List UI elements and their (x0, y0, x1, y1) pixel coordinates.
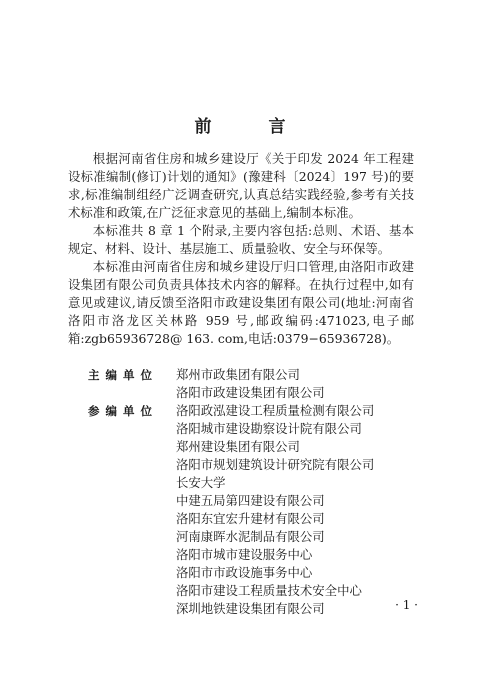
participating-org-row (88, 474, 428, 492)
participating-org: 长安大学 (176, 475, 226, 490)
paragraph-3 (68, 258, 414, 348)
participating-org: 深圳地铁建设集团有限公司 (176, 601, 325, 616)
participating-org-row (88, 564, 428, 582)
participating-org: 中建五局第四建设有限公司 (176, 493, 325, 508)
participating-org-row (88, 402, 428, 420)
participating-org-row (88, 420, 428, 438)
participating-org: 河南康晖水泥制品有限公司 (176, 529, 325, 544)
paragraph-text: 本标准共 8 章 1 个附录,主要内容包括:总则、术语、基本规定、材料、设计、基层施工、质量验收、安全与环保等。 (68, 223, 414, 256)
paragraph-1 (68, 150, 414, 222)
chief-org-row (88, 384, 428, 402)
participating-org-row (88, 582, 428, 600)
participating-org: 洛阳市建设工程质量技术安全中心 (176, 583, 362, 598)
page-title: 前 言 (194, 117, 306, 137)
participating-org: 洛阳市市政设施事务中心 (176, 565, 313, 580)
chief-org-row (88, 366, 428, 384)
participating-org-row (88, 546, 428, 564)
participating-org-row (88, 528, 428, 546)
participating-org: 洛阳市城市建设服务中心 (176, 547, 313, 562)
participating-org-row (88, 600, 428, 618)
chief-org: 洛阳市政建设集团有限公司 (176, 385, 325, 400)
chief-org: 郑州市政集团有限公司 (176, 367, 300, 382)
paragraph-2 (68, 222, 414, 258)
page-number: · 1 · (395, 598, 418, 612)
paragraph-text: 根据河南省住房和城乡建设厅《关于印发 2024 年工程建设标准编制(修订)计划的通知》(豫建科〔2024〕197 号)的要求,标准编制组经广泛调查研究,认真总结实践经验,参考有关技术标准和政策,在广泛征求意见的基础上,编制本标准。 (68, 151, 414, 220)
participating-org: 洛阳东宜宏升建材有限公司 (176, 511, 325, 526)
participating-org-row (88, 438, 428, 456)
participating-org: 洛阳市规划建筑设计研究院有限公司 (176, 457, 375, 472)
participating-label: 参编单位 (88, 404, 158, 418)
participating-org-row (88, 510, 428, 528)
participating-org-row (88, 492, 428, 510)
participating-org-row (88, 456, 428, 474)
participating-org: 洛阳城市建设勘察设计院有限公司 (176, 421, 362, 436)
participating-org: 洛阳政泓建设工程质量检测有限公司 (176, 403, 375, 418)
participating-org: 郑州建设集团有限公司 (176, 439, 300, 454)
chief-label: 主编单位 (88, 368, 158, 382)
organizations-list (88, 366, 428, 618)
paragraph-text: 本标准由河南省住房和城乡建设厅归口管理,由洛阳市政建设集团有限公司负责具体技术内容的解释。在执行过程中,如有意见或建议,请反馈至洛阳市政建设集团有限公司(地址:河南省洛阳市洛龙区关林路 959 号,邮政编码:471023,电子邮箱:zgb65936728@ 163. com,电话:0379−65936728)。 (68, 259, 414, 346)
